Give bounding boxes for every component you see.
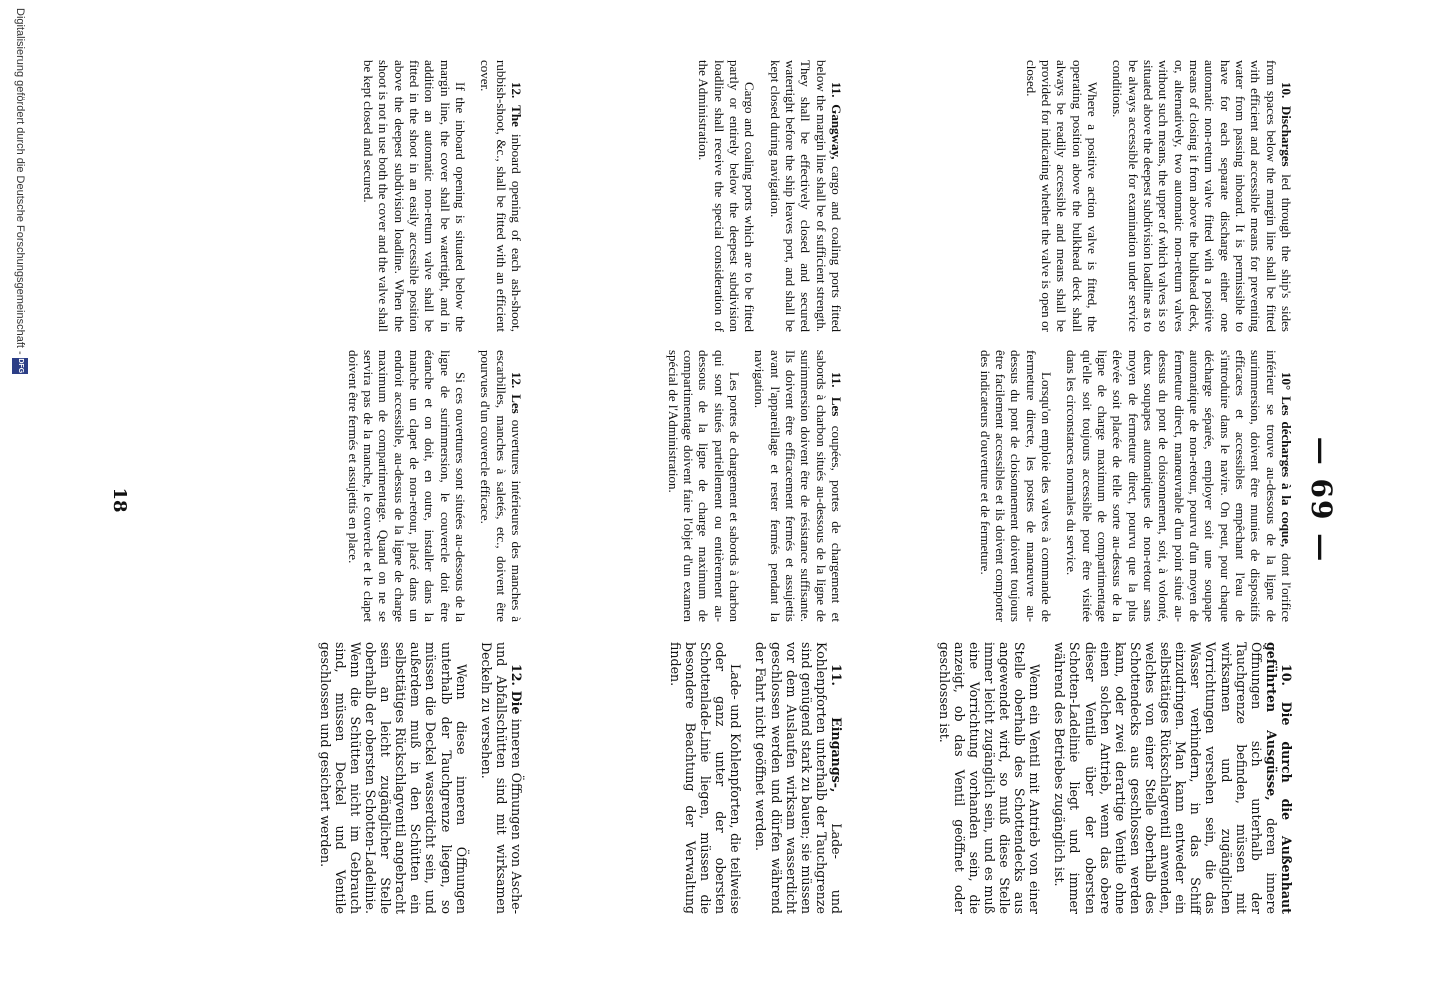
section-heading: 12. Les (509, 372, 524, 414)
paragraph (479, 642, 524, 914)
digitization-footer (12, 8, 28, 1000)
paragraph: Lade- und Kohlenpforten, die teilweise oder ganz unter der obersten Schottenlade-Linie liegen, müssen die besondere Beachtung der Verwaltung finden. (667, 642, 744, 914)
paragraph: Wenn ein Ventil mit Antrieb von einer Stelle oberhalb des Schottendecks aus angewendet wird, so muß diese Stelle immer leicht zugänglich sein, und es muß eine Vorrichtung vorhanden sein, die anzeigt, ob das Ventil geöffnet oder geschlossen ist. (936, 642, 1043, 914)
paragraph (1110, 60, 1294, 332)
paragraph (1052, 642, 1294, 914)
section-11-en (696, 60, 844, 332)
footer-text: Digitalisierung gefördert durch die Deutsche Forschungsgemeinschaft - (14, 8, 27, 355)
paragraph: Les portes de chargement et sabords à charbon qui sont situés partiellement ou entièrement au-dessous de la ligne de charge maximum de compartimentage doivent faire l'objet d'un examen spécial de l'Administration. (665, 350, 743, 622)
paragraph-text: inboard opening of each ash-shoot, rubbish-shoot, &c., shall be fitted with an efficient cover. (478, 60, 524, 333)
paragraph: If the inboard opening is situated below the margin line, the cover shall be watertight, and in addition an automatic non-return valve shall be fitted in the shoot in an easily accessible position above the deepest subdivision loadline. When the shoot is not in use both the cover and the valve shall be kept closed and secured. (361, 60, 469, 332)
paragraph-text: ouvertures intérieures des manches à escarbilles, manches à saletés, etc., doivent être pourvues d'un couvercle efficace. (478, 350, 524, 623)
paragraph-text: Lade- und Kohlenpforten unterhalb der Tauchgrenze sind genügend stark zu bauen; sie müssen vor dem Auslaufen wirksam wasserdicht geschlossen werden und dürfen während der Fahrt nicht geöffnet werden. (753, 642, 844, 914)
section-11-fr (665, 350, 844, 622)
section-heading: 12. Die (509, 664, 524, 715)
paragraph-text: cargo and coaling ports fitted below the margin line shall be of sufficient strength. They shall be effectively closed and secured watertight before the ship leaves port, and shall be kept closed during navigation. (767, 60, 844, 333)
section-heading: 10° Les décharges à la coque, (1279, 372, 1294, 548)
section-10-en (1023, 60, 1294, 332)
paragraph (753, 642, 844, 914)
section-11-de (668, 642, 844, 914)
section-heading: 12. The (509, 82, 524, 127)
paragraph (752, 350, 844, 622)
paragraph-text: deren innere Öffnungen sich unterhalb der Tauchgrenze befinden, müssen mit wirksamen und zugänglichen Vorrichtungen versehen sein, die das Wasser verhindern, in das Schiff einzudringen. Man kann entweder ein selbsttätiges Rückschlagventil anwenden, welches von einer Stelle oberhalb des Schottendecks aus geschlossen werden kann, oder zwei derartige Ventile ohne einen solchen Antrieb, wenn das obere dieser Ventile über der obersten Schotten-Ladelinie liegt und immer während des Betriebes zugänglich ist. (1052, 642, 1279, 914)
paragraph (478, 60, 524, 332)
section-12-de (318, 642, 524, 914)
paragraph-text: inneren Öffnungen von Asche- und Abfallschütten sind mit wirksamen Deckeln zu versehen. (478, 642, 524, 914)
paragraph (478, 350, 524, 622)
paragraph: Cargo and coaling ports which are to be fitted partly or entirely below the deepest subdivision loadline shall receive the special consideration of the Administration. (696, 60, 758, 332)
paragraph-text: led through the ship's sides from spaces below the margin line shall be fitted with efficient and accessible means for preventing water from passing inboard. It is permissible to have for each separate discharge either one automatic non-return valve fitted with a positive means of closing it from above the bulkhead deck, or, alternatively, two automatic non-return valves without such means, the upper of which valves is so situated above the deepest subdivision loadline as to be always accessible for examination under service conditions. (1110, 60, 1294, 332)
paragraph: Where a positive action valve is fitted, the operating position above the bulkhead deck shall always be readily accessible and means shall be provided for indicating whether the valve is open or closed. (1023, 60, 1101, 332)
paragraph-text: dont l'orifice inférieur se trouve au-dessous de la ligne de surimmersion, doivent être munies de dispositifs efficaces et accessibles empêchant l'eau de s'introduire dans le navire. On peut, pour chaque décharge séparée, employer soit une soupape automatique de non-retour, pourvu d'un moyen de fermeture direct, manœuvrable d'un point situé au-dessus du pont de cloisonnement, soit, à volonté, deux soupapes automatiques de non-retour sans moyen de fermeture direct, pourvu que la plus élevée soit placée de telle sorte au-dessus de la ligne de charge maximum de compartimentage qu'elle soit toujours accessible pour être visitée dans les circonstances normales du service. (1064, 350, 1294, 622)
section-12-en (361, 60, 524, 332)
section-10-de (936, 642, 1294, 914)
section-heading: 11. Eingangs-, (829, 664, 844, 793)
section-12-fr (345, 350, 524, 622)
paragraph: Lorsqu'on emploie des valves à commande de fermeture directe, les postes de manœuvre au-dessus du pont de cloisonnement doivent toujours être facilement accessibles et ils doivent comporter des indicateurs d'ouverture et de fermeture. (977, 350, 1055, 622)
paragraph-text: coupées, portes de chargement et sabords à charbon situés au-dessous de la ligne de surimmersion doivent être de résistance suffisante. Ils doivent être efficacement fermés et assujettis avant l'appareillage et rester fermés pendant la navigation. (752, 350, 844, 622)
page-number-bottom: 18 (109, 487, 130, 513)
page-number-top: — 69 — (1305, 436, 1338, 564)
dfg-logo-icon: DFG (12, 358, 28, 374)
paragraph (767, 60, 844, 332)
paragraph (1064, 350, 1294, 622)
section-10-fr (977, 350, 1294, 622)
paragraph: Wenn diese inneren Öffnungen unterhalb der Tauchgrenze liegen, so müssen die Deckel wasserdicht sein, und außerdem muß in den Schütten ein selbsttätiges Rückschlagventil angebracht sein an leicht zugänglicher Stelle oberhalb der obersten Schotten-Ladelinie. Wenn die Schütten nicht im Gebrauch sind, müssen Deckel und Ventile geschlossen und gesichert werden. (317, 642, 469, 914)
section-heading: 11. Gangway, (829, 82, 844, 160)
section-heading: 10. Die durch die Außenhaut geführten Ausgüsse, (1263, 642, 1294, 914)
section-heading: 11. Les (829, 372, 844, 417)
text-columns (144, 60, 1294, 930)
section-heading: 10. Discharges (1279, 82, 1294, 167)
paragraph: Si ces ouvertures sont situées au-dessous de la ligne de surimmersion, le couvercle doit être étanche et on doit, en outre, installer dans la manche un clapet de non-retour, placé dans un endroit accessible, au-dessus de la ligne de charge maximum de compartimentage. Quand on ne se servira pas de la manche, le couvercle et le clapet doivent être fermés et assujettis en place. (345, 350, 469, 622)
